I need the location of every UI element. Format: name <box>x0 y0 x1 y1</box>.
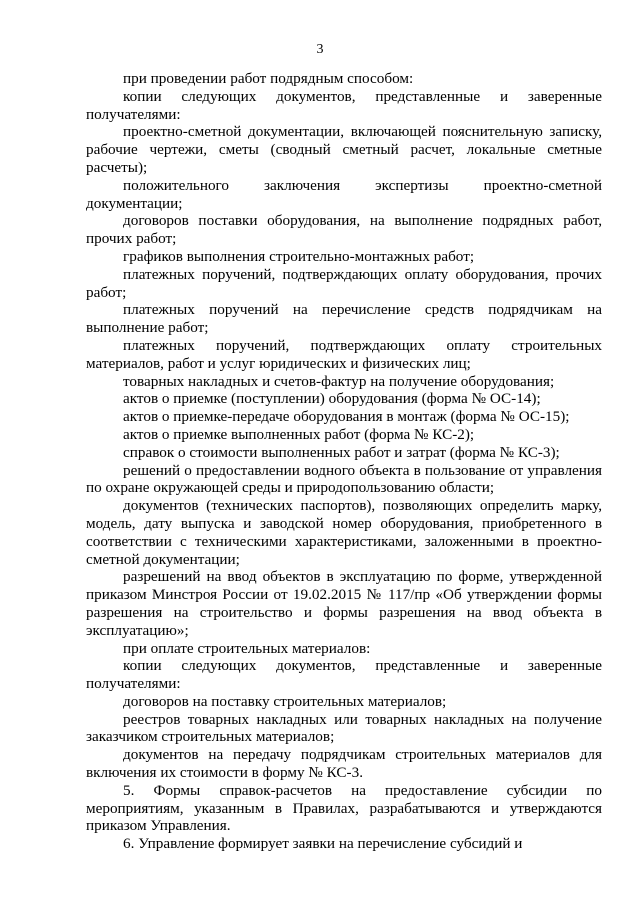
paragraph: справок о стоимости выполненных работ и затрат (форма № КС-3); <box>123 443 560 461</box>
paragraph: копии следующих документов, представленные и заверенные получателями: <box>86 657 602 693</box>
paragraph: 6. Управление формирует заявки на перечисление субсидий и <box>123 835 523 853</box>
paragraph: платежных поручений, подтверждающих оплату строительных материалов, работ и услуг юридических и физических лиц; <box>86 336 602 372</box>
paragraph: 5. Формы справок-расчетов на предоставление субсидии по мероприятиям, указанным в Правилах, разрабатываются и утверждаются приказом Управления. <box>86 781 602 835</box>
paragraph: платежных поручений, подтверждающих оплату оборудования, прочих работ; <box>86 265 602 301</box>
paragraph: документов (технических паспортов), позволяющих определить марку, модель, дату выпуска и заводской номер оборудования, приобретенного в соответствии с техническими характеристиками, заложенными в проектно-сметной документации; <box>86 497 602 568</box>
paragraph: товарных накладных и счетов-фактур на получение оборудования; <box>123 372 555 390</box>
paragraph: графиков выполнения строительно-монтажных работ; <box>123 247 475 265</box>
paragraph: актов о приемке (поступлении) оборудования (форма № ОС-14); <box>123 390 541 408</box>
paragraph: положительного заключения экспертизы проектно-сметной документации; <box>86 176 602 212</box>
paragraph: при оплате строительных материалов: <box>123 639 371 657</box>
paragraph: актов о приемке-передаче оборудования в монтаж (форма № ОС-15); <box>123 408 570 426</box>
paragraph: договоров на поставку строительных материалов; <box>123 692 447 710</box>
paragraph: платежных поручений на перечисление средств подрядчикам на выполнение работ; <box>86 301 602 337</box>
page-number: 3 <box>316 42 324 57</box>
paragraph: реестров товарных накладных или товарных накладных на получение заказчиком строительных материалов; <box>86 710 602 746</box>
paragraph: при проведении работ подрядным способом: <box>123 70 414 87</box>
paragraph: решений о предоставлении водного объекта в пользование от управления по охране окружающей среды и природопользованию области; <box>86 461 602 497</box>
paragraph: договоров поставки оборудования, на выполнение подрядных работ, прочих работ; <box>86 212 602 248</box>
paragraph: актов о приемке выполненных работ (форма № КС-2); <box>123 425 475 443</box>
paragraph: проектно-сметной документации, включающей пояснительную записку, рабочие чертежи, сметы (сводный сметный расчет, локальные сметные расчеты); <box>86 123 602 176</box>
document-body <box>86 70 602 853</box>
paragraph: документов на передачу подрядчикам строительных материалов для включения их стоимости в форму № КС-3. <box>86 746 602 782</box>
paragraph: разрешений на ввод объектов в эксплуатацию по форме, утвержденной приказом Минстроя России от 19.02.2015 № 117/пр «Об утверждении формы разрешения на строительство и формы разрешения на ввод объекта в эксплуатацию»; <box>86 568 602 639</box>
paragraph: копии следующих документов, представленные и заверенные получателями: <box>86 87 602 123</box>
